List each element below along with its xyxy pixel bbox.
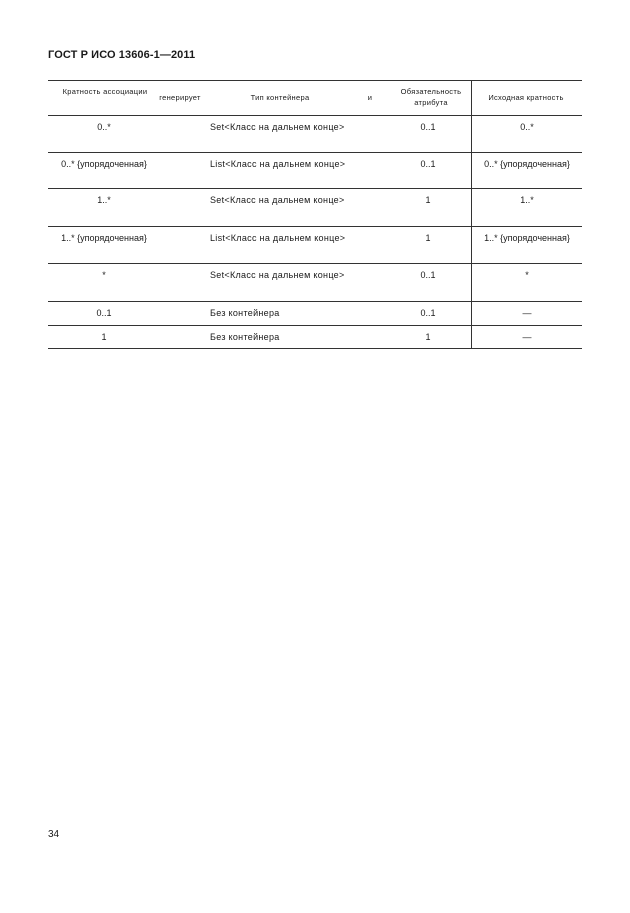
table-row	[48, 227, 582, 264]
cell-container-type: List<Класс на дальнем конце>	[210, 233, 346, 243]
table-row	[48, 264, 582, 302]
table-row	[48, 189, 582, 227]
cell-mandatory: 0..1	[420, 308, 436, 318]
cell-multiplicity: 1..*	[97, 195, 111, 205]
header-multiplicity: Кратность ассоциации	[62, 87, 148, 96]
header-mandatory: Обязательность атрибута	[400, 87, 462, 107]
cell-container-type: Без контейнера	[210, 332, 280, 342]
table-row	[48, 153, 582, 189]
cell-original-multiplicity: 0..*	[520, 122, 534, 132]
table-row	[48, 116, 582, 153]
cell-container-type: Без контейнера	[210, 308, 280, 318]
cell-original-multiplicity: 0..* {упорядоченная}	[484, 159, 570, 169]
header-generates: генерирует	[159, 93, 201, 102]
cell-mandatory: 0..1	[420, 159, 436, 169]
cell-container-type: List<Класс на дальнем конце>	[210, 159, 346, 169]
header-container-type: Тип контейнера	[250, 93, 310, 102]
table-header	[48, 81, 582, 116]
cell-multiplicity: 1..* {упорядоченная}	[61, 233, 147, 243]
cell-multiplicity: 0..*	[97, 122, 111, 132]
multiplicity-table	[48, 80, 582, 349]
document-header: ГОСТ Р ИСО 13606-1—2011	[48, 49, 196, 61]
cell-mandatory: 0..1	[420, 270, 436, 280]
table-row	[48, 326, 582, 348]
table-row	[48, 302, 582, 326]
table-body	[48, 116, 582, 348]
cell-mandatory: 1	[425, 332, 431, 342]
header-original-multiplicity: Исходная кратность	[488, 93, 564, 102]
cell-original-multiplicity: 1..* {упорядоченная}	[484, 233, 570, 243]
cell-multiplicity: *	[102, 270, 106, 280]
cell-mandatory: 1	[425, 195, 431, 205]
cell-mandatory: 0..1	[420, 122, 436, 132]
cell-original-multiplicity: —	[522, 332, 532, 342]
cell-multiplicity: 0..1	[96, 308, 112, 318]
cell-mandatory: 1	[425, 233, 431, 243]
cell-original-multiplicity: 1..*	[520, 195, 534, 205]
cell-container-type: Set<Класс на дальнем конце>	[210, 122, 345, 132]
page-number: 34	[48, 829, 60, 840]
cell-original-multiplicity: *	[525, 270, 529, 280]
cell-container-type: Set<Класс на дальнем конце>	[210, 195, 345, 205]
cell-multiplicity: 0..* {упорядоченная}	[61, 159, 147, 169]
cell-multiplicity: 1	[101, 332, 107, 342]
header-and: и	[367, 93, 373, 102]
cell-container-type: Set<Класс на дальнем конце>	[210, 270, 345, 280]
cell-original-multiplicity: —	[522, 308, 532, 318]
